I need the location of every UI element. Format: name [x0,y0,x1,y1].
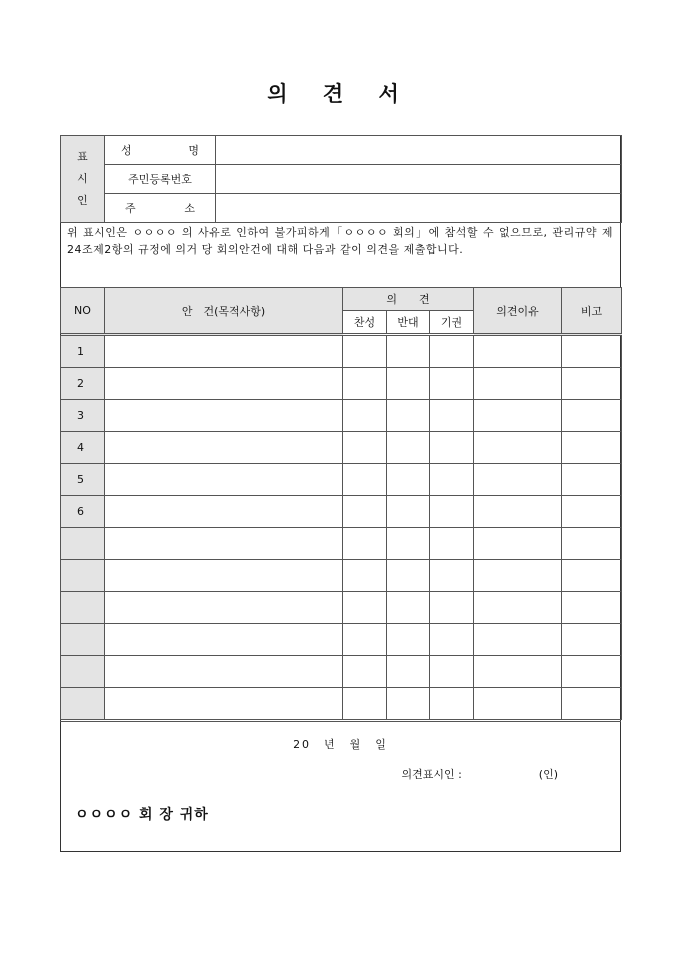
oppose-cell[interactable] [387,368,430,400]
agenda-cell[interactable] [105,400,343,432]
note-cell[interactable] [562,592,622,624]
note-cell[interactable] [562,528,622,560]
notice-text: 위 표시인은 ㅇㅇㅇㅇ 의 사유로 인하여 불가피하게「ㅇㅇㅇㅇ 회의」에 참석할 수 없으므로, 관리규약 제24조제2항의 규정에 의거 당 회의안건에 대해 다음과 같이 의견을 제출합니다. [67,226,613,256]
agenda-cell[interactable] [105,432,343,464]
person-label-char-2: 시 [77,172,88,185]
abstain-cell[interactable] [430,400,474,432]
header-oppose: 반대 [387,311,430,335]
reason-cell[interactable] [474,560,562,592]
reason-cell[interactable] [474,368,562,400]
form-footer [61,722,620,852]
address-field[interactable] [216,194,622,223]
header-note: 비고 [562,288,622,335]
table-row [61,368,622,400]
approve-cell[interactable] [343,432,387,464]
agenda-cell[interactable] [105,592,343,624]
table-row [61,335,622,368]
oppose-cell[interactable] [387,335,430,368]
oppose-cell[interactable] [387,400,430,432]
note-cell[interactable] [562,400,622,432]
abstain-cell[interactable] [430,368,474,400]
row-number: 6 [61,496,105,528]
abstain-cell[interactable] [430,624,474,656]
agenda-cell[interactable] [105,368,343,400]
approve-cell[interactable] [343,528,387,560]
row-number [61,624,105,656]
table-row [61,400,622,432]
name-label-part-2: 명 [188,144,199,157]
reason-cell[interactable] [474,400,562,432]
row-number: 4 [61,432,105,464]
agenda-cell[interactable] [105,624,343,656]
row-number: 5 [61,464,105,496]
name-field[interactable] [216,136,622,165]
person-label-char-1: 표 [77,150,88,163]
person-label-char-3: 인 [77,194,88,207]
approve-cell[interactable] [343,624,387,656]
abstain-cell[interactable] [430,592,474,624]
table-row [61,464,622,496]
approve-cell[interactable] [343,688,387,720]
abstain-cell[interactable] [430,656,474,688]
row-number: 1 [61,335,105,368]
address-label-part-1: 주 [125,202,136,215]
agenda-cell[interactable] [105,688,343,720]
table-row [61,560,622,592]
table-row [61,528,622,560]
note-cell[interactable] [562,656,622,688]
reason-cell[interactable] [474,688,562,720]
oppose-cell[interactable] [387,656,430,688]
row-number [61,688,105,720]
approve-cell[interactable] [343,496,387,528]
reason-cell[interactable] [474,528,562,560]
agenda-cell[interactable] [105,496,343,528]
name-label-part-1: 성 [121,144,132,157]
table-row [61,656,622,688]
header-opinion: 의 견 [343,288,474,311]
reason-cell[interactable] [474,624,562,656]
abstain-cell[interactable] [430,688,474,720]
abstain-cell[interactable] [430,528,474,560]
note-cell[interactable] [562,496,622,528]
abstain-cell[interactable] [430,496,474,528]
header-reason: 의견이유 [474,288,562,335]
oppose-cell[interactable] [387,496,430,528]
reason-cell[interactable] [474,335,562,368]
agenda-cell[interactable] [105,464,343,496]
table-row [61,496,622,528]
id-number-label: 주민등록번호 [105,165,216,194]
row-number: 2 [61,368,105,400]
agenda-table [60,287,622,720]
note-cell[interactable] [562,624,622,656]
note-cell[interactable] [562,368,622,400]
table-row [61,432,622,464]
note-cell[interactable] [562,335,622,368]
abstain-cell[interactable] [430,432,474,464]
approve-cell[interactable] [343,464,387,496]
abstain-cell[interactable] [430,464,474,496]
document-title: 의 견 서 [267,81,413,106]
signer-label: 의견표시인 : [401,768,462,781]
row-number [61,592,105,624]
row-number [61,528,105,560]
name-label [105,136,216,165]
id-number-field[interactable] [216,165,622,194]
approve-cell[interactable] [343,560,387,592]
reason-cell[interactable] [474,496,562,528]
person-section-label [61,136,105,223]
oppose-cell[interactable] [387,560,430,592]
oppose-cell[interactable] [387,464,430,496]
header-no: NO [61,288,105,335]
agenda-cell[interactable] [105,656,343,688]
approve-cell[interactable] [343,400,387,432]
reason-cell[interactable] [474,656,562,688]
note-cell[interactable] [562,464,622,496]
header-abstain: 기권 [430,311,474,335]
signer-line [401,766,558,782]
table-row [61,592,622,624]
agenda-cell[interactable] [105,560,343,592]
seal-mark: (인) [538,768,558,781]
reason-cell[interactable] [474,592,562,624]
row-number [61,656,105,688]
address-label-part-2: 소 [184,202,195,215]
oppose-cell[interactable] [387,688,430,720]
approve-cell[interactable] [343,592,387,624]
approve-cell[interactable] [343,335,387,368]
table-row [61,624,622,656]
oppose-cell[interactable] [387,528,430,560]
date-line: 20 년 월 일 [293,738,388,751]
approve-cell[interactable] [343,656,387,688]
approve-cell[interactable] [343,368,387,400]
reason-cell[interactable] [474,464,562,496]
note-cell[interactable] [562,688,622,720]
oppose-cell[interactable] [387,592,430,624]
header-approve: 찬성 [343,311,387,335]
row-number: 3 [61,400,105,432]
table-row [61,688,622,720]
note-cell[interactable] [562,560,622,592]
abstain-cell[interactable] [430,335,474,368]
addressee: ㅇㅇㅇㅇ 회 장 귀하 [75,807,209,823]
abstain-cell[interactable] [430,560,474,592]
oppose-cell[interactable] [387,624,430,656]
oppose-cell[interactable] [387,432,430,464]
agenda-cell[interactable] [105,528,343,560]
row-number [61,560,105,592]
agenda-cell[interactable] [105,335,343,368]
header-agenda: 안 건(목적사항) [105,288,343,335]
address-label [105,194,216,223]
person-info-table [60,135,622,223]
opinion-form [60,135,621,852]
reason-cell[interactable] [474,432,562,464]
note-cell[interactable] [562,432,622,464]
